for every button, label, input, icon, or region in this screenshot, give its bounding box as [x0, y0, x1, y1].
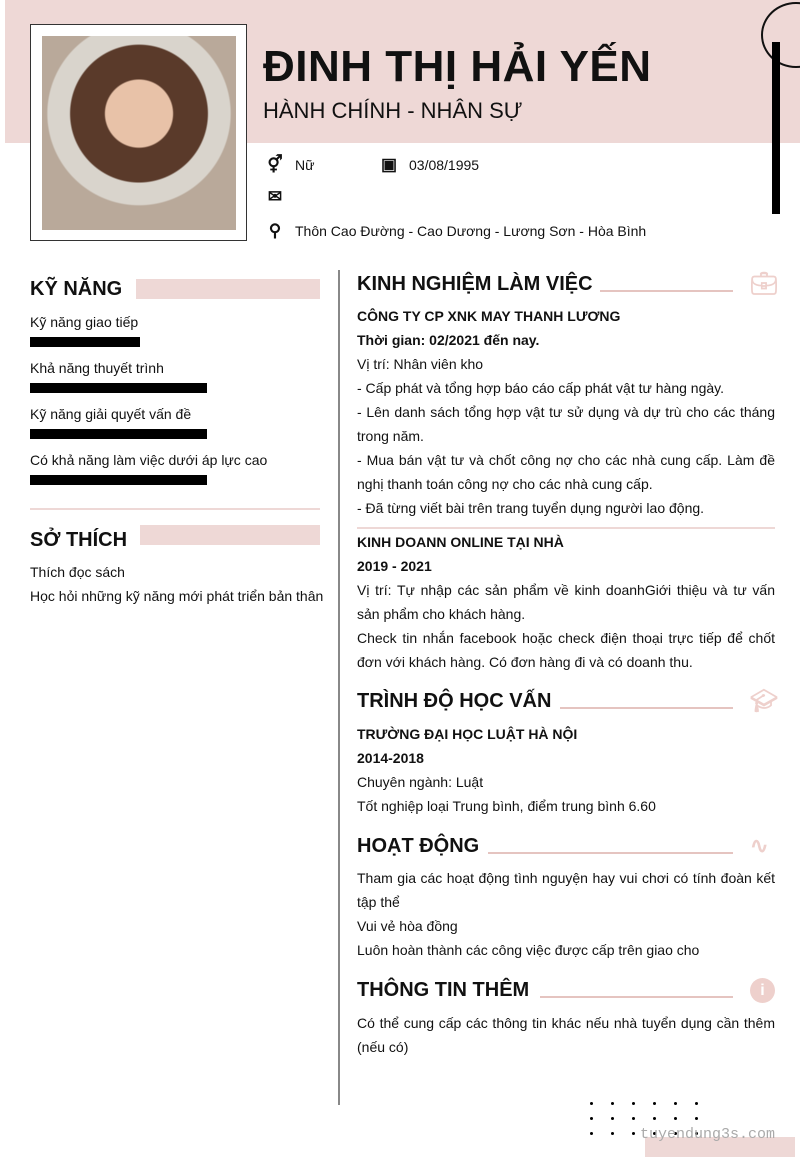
gender-row	[265, 155, 314, 175]
skills-title: KỸ NĂNG	[30, 278, 123, 300]
graduation-cap-icon: 🎓︎	[750, 688, 778, 713]
dot	[611, 1132, 614, 1135]
extra-title: THÔNG TIN THÊM	[357, 979, 530, 1001]
skill-level-bar	[30, 475, 207, 485]
skill-label: Kỹ năng giao tiếp	[30, 314, 139, 330]
company: KINH DOANN ONLINE TẠI NHÀ	[357, 534, 564, 550]
column-divider	[338, 270, 340, 1105]
job-line: - Lên danh sách tổng hợp vật tư sử dụng và dự trù cho các tháng trong năm.	[357, 404, 775, 444]
school: TRƯỜNG ĐẠI HỌC LUẬT HÀ NỘI	[357, 726, 578, 742]
calendar-icon: ▣	[380, 155, 398, 174]
title-accent	[136, 279, 320, 299]
extra-line: Có thể cung cấp các thông tin khác nếu nhà tuyển dụng cần thêm (nếu có)	[357, 1015, 775, 1055]
job-2	[357, 530, 775, 674]
company: CÔNG TY CP XNK MAY THANH LƯƠNG	[357, 308, 621, 324]
experience-title: KINH NGHIỆM LÀM VIỆC	[357, 273, 593, 295]
envelope-icon: ✉	[267, 187, 283, 206]
dot	[674, 1117, 677, 1120]
skill-level-bar	[30, 383, 207, 393]
skill-level-bar	[30, 429, 207, 439]
job-1	[357, 304, 775, 520]
job-line: - Cấp phát và tổng hợp báo cáo cấp phát vật tư hàng ngày.	[357, 380, 724, 396]
title-line	[600, 290, 733, 292]
profile-photo	[42, 36, 236, 230]
title-line	[560, 707, 733, 709]
activities-title: HOẠT ĐỘNG	[357, 835, 480, 857]
address-row	[265, 221, 646, 241]
dob-row	[379, 155, 479, 175]
extra-block	[357, 1011, 775, 1059]
decor-bar	[772, 42, 780, 214]
location-pin-icon: ⚲	[268, 221, 282, 240]
hobby-item: Học hỏi những kỹ năng mới phát triển bản thân	[30, 588, 324, 604]
watermark: tuyendung3s.com	[640, 1126, 776, 1143]
dob-value: 03/08/1995	[409, 157, 480, 173]
job-line: Vị trí: Tự nhập các sản phẩm về kinh doanhGiới thiệu và tư vấn sản phẩm cho khách hàng.	[357, 582, 775, 622]
briefcase-icon: 💼︎	[750, 271, 778, 296]
dot	[695, 1117, 698, 1120]
dot	[653, 1102, 656, 1105]
profile-photo-frame	[30, 24, 247, 241]
job-line: - Đã từng viết bài trên trang tuyển dụng người lao động.	[357, 500, 705, 516]
dot	[590, 1102, 593, 1105]
email-row	[265, 187, 285, 207]
skill-label: Khả năng thuyết trình	[30, 360, 164, 376]
edu-line: Chuyên ngành: Luật	[357, 774, 484, 790]
candidate-name: ĐINH THỊ HẢI YẾN	[263, 42, 652, 91]
divider	[30, 508, 320, 510]
heartbeat-icon: ∿	[750, 833, 769, 858]
dot	[695, 1102, 698, 1105]
dot	[590, 1132, 593, 1135]
activities-block	[357, 866, 775, 962]
hobby-item: Thích đọc sách	[30, 564, 125, 580]
dot	[632, 1102, 635, 1105]
dot	[632, 1132, 635, 1135]
dot	[674, 1102, 677, 1105]
hobbies-title: SỞ THÍCH	[30, 529, 128, 551]
info-icon: i	[750, 978, 775, 1003]
dot	[611, 1102, 614, 1105]
job-time: 2019 - 2021	[357, 558, 432, 574]
divider	[357, 527, 775, 529]
education-block	[357, 722, 775, 818]
activity-line: Tham gia các hoạt động tình nguyện hay vui chơi có tính đoàn kết tập thể	[357, 870, 775, 910]
activity-line: Luôn hoàn thành các công việc được cấp trên giao cho	[357, 942, 700, 958]
address-value: Thôn Cao Đường - Cao Dương - Lương Sơn - Hòa Bình	[295, 223, 647, 239]
title-line	[488, 852, 733, 854]
job-time: Thời gian: 02/2021 đến nay.	[357, 332, 540, 348]
skill-label: Có khả năng làm việc dưới áp lực cao	[30, 452, 268, 468]
job-line: Vị trí: Nhân viên kho	[357, 356, 484, 372]
dot	[632, 1117, 635, 1120]
edu-time: 2014-2018	[357, 750, 424, 766]
job-line: - Mua bán vật tư và chốt công nợ cho các nhà cung cấp. Làm đề nghị thanh toán công nợ cho các nhà cung cấp.	[357, 452, 775, 492]
activity-line: Vui vẻ hòa đồng	[357, 918, 458, 934]
title-line	[540, 996, 733, 998]
candidate-role: HÀNH CHÍNH - NHÂN SỰ	[263, 98, 523, 123]
gender-value: Nữ	[295, 157, 315, 173]
gender-icon: ⚥	[267, 155, 283, 174]
dot	[611, 1117, 614, 1120]
edu-line: Tốt nghiệp loại Trung bình, điểm trung bình 6.60	[357, 798, 656, 814]
skill-level-bar	[30, 337, 140, 347]
title-accent	[140, 525, 320, 545]
skill-label: Kỹ năng giải quyết vấn đề	[30, 406, 192, 422]
dot	[590, 1117, 593, 1120]
dot	[653, 1117, 656, 1120]
education-title: TRÌNH ĐỘ HỌC VẤN	[357, 690, 552, 712]
job-line: Check tin nhắn facebook hoặc check điện thoại trực tiếp để chốt đơn với khách hàng. Có đơn hàng đi và có doanh thu.	[357, 630, 775, 670]
